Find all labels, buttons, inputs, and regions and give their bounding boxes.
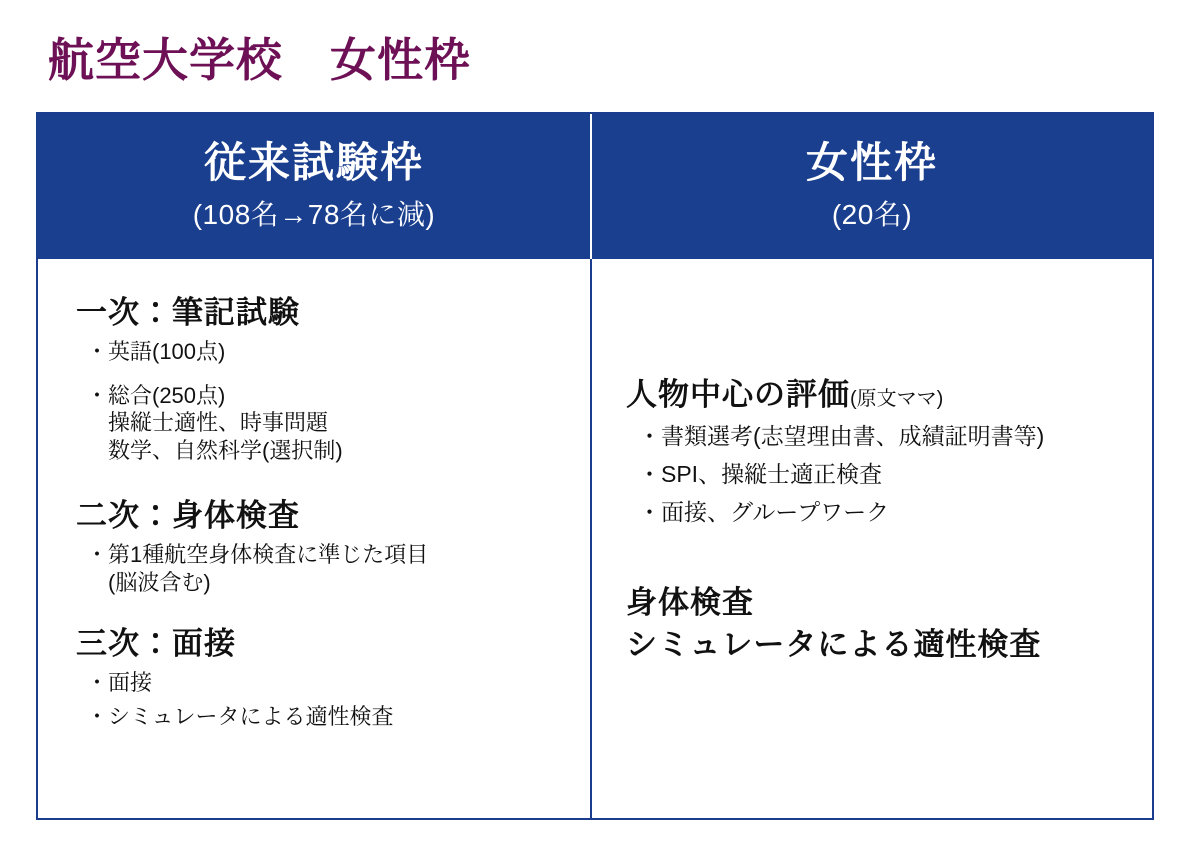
stage-title-second: 二次：身体検査 bbox=[76, 498, 300, 533]
table-header-row bbox=[38, 114, 1152, 259]
conventional-column-body bbox=[38, 259, 592, 818]
list-item-label: ・第1種航空身体検査に準じた項目 bbox=[86, 542, 429, 567]
header-sub-label: (108名→78名に減) bbox=[192, 198, 436, 230]
women-column-body bbox=[592, 259, 1152, 818]
women-exam-footer bbox=[626, 582, 1126, 666]
women-evaluation-heading bbox=[626, 369, 1126, 414]
stage-title-third: 三次：面接 bbox=[76, 626, 236, 661]
list-item: ・面接 bbox=[86, 670, 153, 695]
list-item: ・シミュレータによる適性検査 bbox=[86, 703, 394, 729]
list-item-detail: 操縦士適性、時事問題 bbox=[108, 410, 329, 435]
list-item-detail: (脳波含む) bbox=[108, 569, 211, 595]
list-item: ・書類選考(志望理由書、成績証明書等) bbox=[638, 423, 1045, 449]
page-title: 航空大学校 女性枠 bbox=[48, 34, 471, 86]
list-item bbox=[86, 382, 564, 465]
women-evaluation-heading-label: 人物中心の評価 bbox=[626, 377, 850, 412]
table-body-row bbox=[38, 259, 1152, 818]
header-sub-label: (20名) bbox=[831, 198, 913, 230]
list-item: ・面接、グループワーク bbox=[638, 498, 890, 525]
comparison-table bbox=[36, 112, 1154, 820]
list-item: ・SPI、操縦士適正検査 bbox=[638, 460, 883, 487]
stage-title-first: 一次：筆記試験 bbox=[76, 295, 300, 330]
women-exam-footer-line1: 身体検査 bbox=[626, 584, 754, 620]
table-header-conventional bbox=[38, 114, 592, 259]
women-exam-footer-line2: シミュレータによる適性検査 bbox=[626, 626, 1042, 662]
list-item-label: ・総合(250点) bbox=[86, 382, 226, 408]
table-header-women bbox=[592, 114, 1152, 259]
list-item: ・英語(100点) bbox=[86, 339, 226, 364]
women-evaluation-heading-note: (原文ママ) bbox=[850, 388, 944, 410]
list-item-detail: 数学、自然科学(選択制) bbox=[108, 437, 343, 463]
header-main-label: 従来試験枠 bbox=[203, 139, 424, 187]
list-item bbox=[86, 541, 564, 596]
header-main-label: 女性枠 bbox=[805, 139, 938, 187]
